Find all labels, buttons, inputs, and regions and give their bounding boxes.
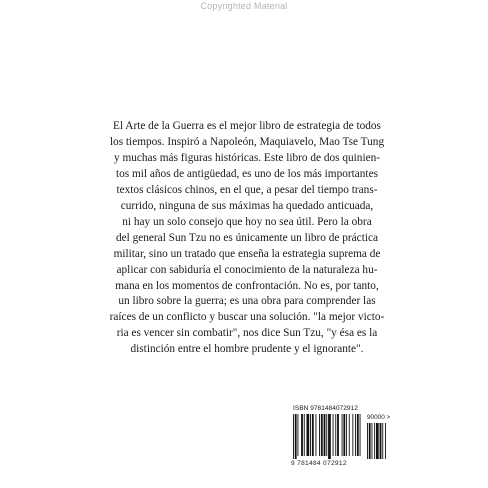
- blurb-line: ria es vencer sin combatir", nos dice Sun Tzu, "y ésa es la: [116, 327, 378, 340]
- blurb-line: distinción entre el hombre prudente y el ignorante".: [130, 343, 364, 356]
- barcode-bar: [355, 414, 356, 456]
- barcode-bar: [385, 423, 386, 459]
- blurb-line: del general Sun Tzu no es únicamente un libro de práctica: [115, 231, 379, 244]
- blurb-line: textos clásicos chinos, en el que, a pesar del tiempo trans-: [116, 183, 378, 196]
- barcode-bar: [301, 414, 303, 456]
- blurb-line: aplicar con sabiduría el conocimiento de la naturaleza hu-: [116, 263, 378, 276]
- barcode-bar: [337, 414, 339, 456]
- blurb-line: los tiempos. Inspiró a Napoleón, Maquiavelo, Mao Tse Tung: [109, 135, 385, 148]
- barcode-bar: [352, 414, 353, 456]
- blurb-line: militar, sino un tratado que enseña la estrategia suprema de: [113, 247, 381, 260]
- barcode-bar: [333, 414, 334, 456]
- isbn-digits: 9 781484 072912: [291, 460, 347, 467]
- barcode-bar: [367, 423, 368, 459]
- blurb-line: mana en los momentos de confrontación. No es, por tanto,: [115, 279, 379, 292]
- barcode-bar: [312, 414, 314, 456]
- barcode-bar: [335, 414, 336, 456]
- barcode-bar: [328, 414, 331, 459]
- barcode-bar: [372, 423, 373, 459]
- blurb-line: ni hay un solo consejo que hoy no sea útil. Pero la obra: [122, 215, 372, 228]
- barcode-bar: [380, 423, 382, 459]
- barcode-bar: [342, 414, 343, 456]
- barcode-bar: [298, 414, 299, 456]
- barcode-bar: [382, 423, 383, 459]
- price-code: 90000 >: [367, 414, 391, 421]
- barcode-bar: [324, 414, 326, 456]
- barcode-bar: [360, 414, 361, 456]
- barcode-bar: [319, 414, 320, 456]
- barcode-bar: [304, 414, 305, 456]
- barcode-bar: [293, 414, 294, 459]
- barcode-bar: [326, 414, 327, 456]
- barcode-bar: [369, 423, 371, 459]
- blurb-line: tos mil años de antigüedad, es uno de los más importantes: [116, 167, 378, 180]
- barcode-bar: [310, 414, 311, 456]
- blurb-line: un libro sobre la guerra; es una obra para comprender las: [118, 295, 376, 308]
- barcode-bar: [307, 414, 310, 456]
- barcode-bar: [316, 414, 317, 456]
- copyright-watermark: Copyrighted Material: [200, 1, 288, 11]
- blurb-line: y muchas más figuras históricas. Este libro de dos quinien-: [113, 151, 381, 164]
- back-cover-blurb: [101, 119, 393, 358]
- barcode-bar: [295, 414, 297, 459]
- isbn-barcode: [287, 404, 391, 468]
- barcode-bar: [321, 414, 323, 456]
- isbn-label: ISBN 9781484072912: [293, 405, 358, 412]
- barcode-bar: [376, 423, 379, 459]
- barcode-bar: [343, 414, 345, 456]
- barcode-bar: [349, 414, 350, 456]
- barcode-bar: [346, 414, 347, 456]
- barcode-bar: [357, 414, 359, 456]
- blurb-line: El Arte de la Guerra es el mejor libro de estrategia de todos: [113, 120, 381, 132]
- blurb-line: currido, ninguna de sus máximas ha quedado anticuada,: [120, 199, 374, 212]
- barcode-bar: [374, 423, 375, 459]
- blurb-line: raíces de un conflicto y buscar una solución. "la mejor victo-: [109, 311, 385, 324]
